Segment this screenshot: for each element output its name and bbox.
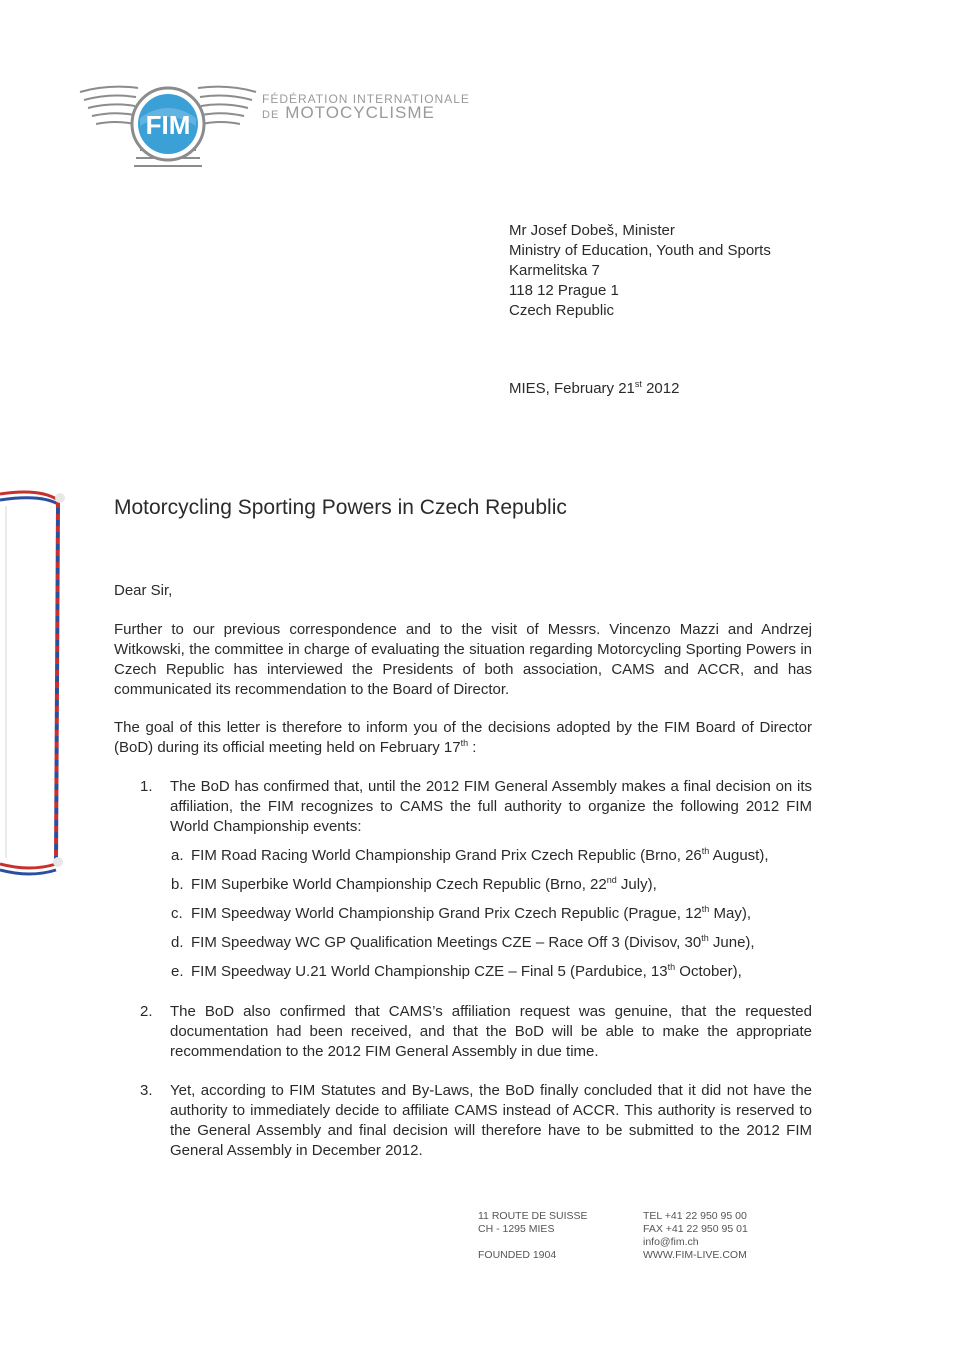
event-text-end: June), xyxy=(708,934,755,951)
item-number: 1. xyxy=(140,778,153,795)
footer-tel: TEL +41 22 950 95 00 xyxy=(643,1210,747,1222)
event-suffix: th xyxy=(701,933,709,943)
paragraph-text: The goal of this letter is therefore to inform you of the decisions adopted by the FIM Board of Director (BoD) during its official meeting held on February 17 xyxy=(114,719,812,756)
salutation: Dear Sir, xyxy=(114,582,173,599)
letter-title: Motorcycling Sporting Powers in Czech Republic xyxy=(114,496,567,519)
footer-address xyxy=(478,1210,588,1262)
event-text-end: May), xyxy=(709,905,751,922)
footer-contact xyxy=(643,1210,748,1262)
date-suffix: th xyxy=(460,738,469,748)
footer-city: CH - 1295 MIES xyxy=(478,1223,555,1235)
event-item xyxy=(171,905,751,922)
event-suffix: th xyxy=(701,904,710,914)
event-letter: e. xyxy=(171,963,184,980)
address-line: Ministry of Education, Youth and Sports xyxy=(509,242,771,259)
event-letter: a. xyxy=(171,847,184,864)
footer-website[interactable]: WWW.FIM-LIVE.COM xyxy=(643,1249,747,1261)
event-text: FIM Speedway World Championship Grand Prix Czech Republic (Prague, 12 xyxy=(191,905,702,922)
event-letter: d. xyxy=(171,934,184,951)
event-item xyxy=(171,847,769,864)
event-suffix: th xyxy=(667,962,676,972)
paragraph-text-end: : xyxy=(468,739,477,756)
event-text: FIM Speedway U.21 World Championship CZE – Final 5 (Pardubice, 13 xyxy=(191,963,668,980)
address-line: Karmelitska 7 xyxy=(509,262,600,279)
footer-founded: FOUNDED 1904 xyxy=(478,1249,557,1261)
address-line: 118 12 Prague 1 xyxy=(509,282,619,299)
date-suffix: st xyxy=(634,379,642,389)
binding-ribbon xyxy=(0,476,72,886)
date-line xyxy=(509,380,679,397)
event-item xyxy=(171,876,657,893)
organization-name-line2 xyxy=(262,103,435,123)
event-item xyxy=(171,934,755,951)
date-text: MIES, February 21 xyxy=(509,380,635,397)
item-text: The BoD has confirmed that, until the 2012 FIM General Assembly makes a final decision on its affiliation, the FIM recognizes to CAMS the full authority to organize the following 2012 FIM World Championship events: xyxy=(170,778,812,835)
event-text: FIM Superbike World Championship Czech Republic (Brno, 22 xyxy=(191,876,607,893)
body-paragraph xyxy=(114,718,812,758)
event-text-end: August), xyxy=(709,847,769,864)
event-text-end: October), xyxy=(675,963,742,980)
organization-name-line1: FÉDÉRATION INTERNATIONALE xyxy=(262,92,470,106)
footer-email[interactable]: info@fim.ch xyxy=(643,1236,699,1248)
svg-text:FIM: FIM xyxy=(145,110,191,140)
event-item xyxy=(171,963,742,980)
address-line: Mr Josef Dobeš, Minister xyxy=(509,222,675,239)
date-year: 2012 xyxy=(641,380,680,397)
footer-fax: FAX +41 22 950 95 01 xyxy=(643,1223,748,1235)
recipient-address xyxy=(509,221,771,321)
org-line2-prefix: DE xyxy=(262,109,280,121)
fim-logo xyxy=(78,78,258,174)
event-text: FIM Road Racing World Championship Grand Prix Czech Republic (Brno, 26 xyxy=(191,847,702,864)
event-letter: c. xyxy=(171,905,183,922)
event-suffix: nd xyxy=(606,875,617,885)
address-line: Czech Republic xyxy=(509,302,615,319)
item-number: 3. xyxy=(140,1082,153,1099)
body-paragraph: Further to our previous correspondence and to the visit of Messrs. Vincenzo Mazzi and Andrzej Witkowski, the committee in charge of evaluating the situation regarding Motorcycling Sporting Powers in Czech Republic has interviewed the Presidents of both association, CAMS and ACCR, and has communicated its recommendation to the Board of Director. xyxy=(114,621,812,698)
item-text: Yet, according to FIM Statutes and By-Laws, the BoD finally concluded that it did not have the authority to immediately decide to affiliate CAMS instead of ACCR. This authority is reserved to the General Assembly and final decision will therefore have to be submitted to the 2012 FIM General Assembly in December 2012. xyxy=(170,1082,812,1159)
item-text: The BoD also confirmed that CAMS’s affiliation request was genuine, that the requested documentation had been received, and that the BoD will be able to make the appropriate recommendation to the 2012 FIM General Assembly in due time. xyxy=(170,1003,812,1060)
org-line2-main: MOTOCYCLISME xyxy=(285,103,435,122)
event-text: FIM Speedway WC GP Qualification Meetings CZE – Race Off 3 (Divisov, 30 xyxy=(191,934,702,951)
event-text-end: July), xyxy=(616,876,657,893)
event-suffix: th xyxy=(701,846,710,856)
item-number: 2. xyxy=(140,1003,153,1020)
footer-street: 11 ROUTE DE SUISSE xyxy=(478,1210,588,1222)
event-letter: b. xyxy=(171,876,184,893)
